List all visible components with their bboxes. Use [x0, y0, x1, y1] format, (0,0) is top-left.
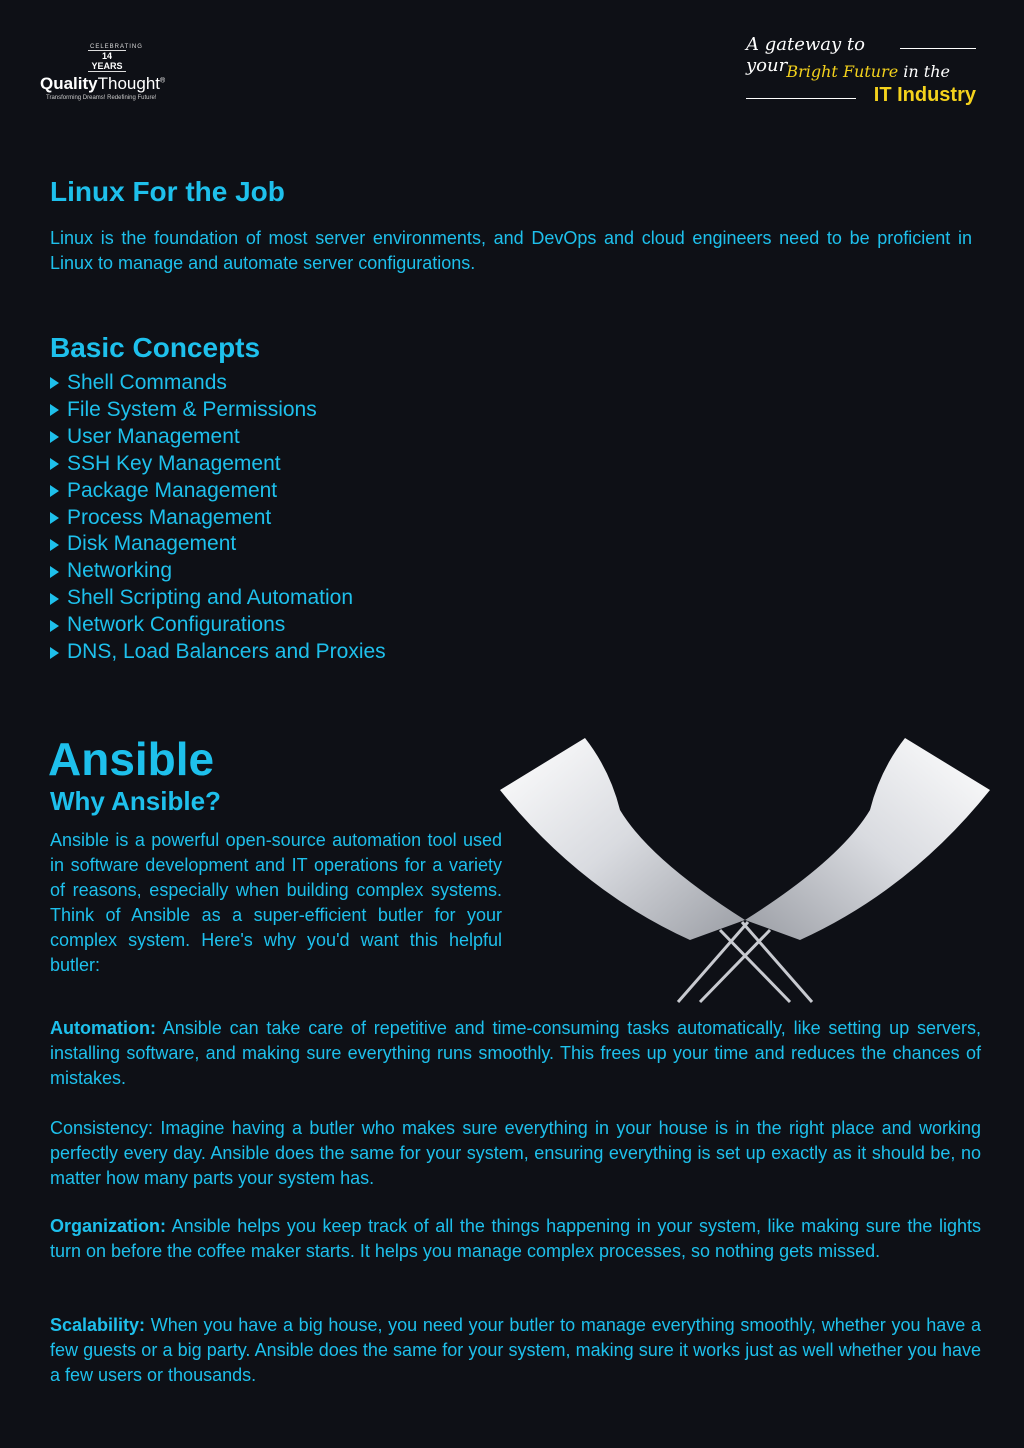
slogan-rule-bottom: [746, 98, 856, 99]
organization-paragraph: [50, 1214, 981, 1264]
list-item-label: Shell Commands: [67, 371, 227, 394]
slogan-line-1: A gateway to your: [746, 34, 865, 76]
bullet-triangle-icon: [50, 566, 59, 578]
bullet-triangle-icon: [50, 620, 59, 632]
list-item: [50, 585, 386, 612]
logo-registered-mark: ®: [160, 77, 166, 85]
list-item: [50, 451, 386, 478]
automation-paragraph: [50, 1016, 981, 1091]
automation-text: Ansible can take care of repetitive and time-consuming tasks automatically, like setting up servers, installing software, and making sure everything runs smoothly. This frees up your time and reduces the chances of mistakes.: [50, 1018, 981, 1088]
bullet-triangle-icon: [50, 512, 59, 524]
basic-concepts-list: [50, 370, 386, 666]
logo-brand: [40, 74, 190, 94]
linux-section-body: Linux is the foundation of most server environments, and DevOps and cloud engineers need to be proficient in Linux to manage and automate server configurations.: [50, 228, 972, 273]
right-cleaver-blade: [745, 738, 990, 940]
organization-text: Ansible helps you keep track of all the things happening in your system, like making sure the lights turn on before the coffee maker starts. It helps you manage complex processes, so nothing gets missed.: [50, 1216, 981, 1261]
bullet-triangle-icon: [50, 404, 59, 416]
list-item: [50, 558, 386, 585]
list-item: [50, 370, 386, 397]
list-item: [50, 639, 386, 666]
logo-years: 14 YEARS: [88, 50, 126, 72]
bullet-triangle-icon: [50, 593, 59, 605]
list-item-label: Disk Management: [67, 532, 237, 556]
automation-label: Automation:: [50, 1018, 156, 1038]
list-item: [50, 424, 386, 451]
logo-tagline: Transforming Dreams! Redefining Future!: [46, 95, 157, 101]
list-item: [50, 478, 386, 505]
list-item: [50, 612, 386, 639]
bullet-triangle-icon: [50, 539, 59, 551]
slogan-rule-top: [900, 48, 976, 49]
list-item-label: User Management: [67, 424, 240, 448]
list-item-label: File System & Permissions: [67, 397, 317, 421]
list-item-label: Package Management: [67, 478, 278, 502]
consistency-paragraph: [50, 1116, 981, 1191]
bullet-triangle-icon: [50, 458, 59, 470]
slogan-in-the: in the: [898, 62, 950, 81]
bullet-triangle-icon: [50, 485, 59, 497]
list-item-label: Networking: [67, 559, 173, 583]
logo-celebrating: CELEBRATING: [90, 44, 143, 50]
bullet-triangle-icon: [50, 377, 59, 389]
consistency-text: Consistency: Imagine having a butler who makes sure everything in your house is in the right place and working perfectly every day. Ansible does the same for your system, ensuring everything is set up exactly as it should be, no matter how many parts your system has.: [50, 1118, 981, 1188]
basic-concepts-title: Basic Concepts: [50, 332, 261, 363]
scalability-paragraph: [50, 1313, 981, 1388]
slogan-line-2: [786, 62, 950, 81]
why-ansible-title: Why Ansible?: [50, 786, 221, 816]
list-item: [50, 397, 386, 424]
bullet-triangle-icon: [50, 647, 59, 659]
slogan-line-3: IT Industry: [873, 84, 976, 106]
list-item-label: Shell Scripting and Automation: [67, 586, 354, 610]
slogan-bright-future: Bright Future: [786, 62, 899, 81]
list-item: [50, 505, 386, 532]
linux-section-title: Linux For the Job: [50, 176, 285, 207]
scalability-text: When you have a big house, you need your butler to manage everything smoothly, whether you have a few guests or a big party. Ansible does the same for your system, making sure it works just as well whether you have a few users or thousands.: [50, 1315, 981, 1385]
list-item: [50, 531, 386, 558]
bullet-triangle-icon: [50, 431, 59, 443]
quality-thought-logo: [40, 44, 190, 101]
crossed-cleavers-icon: [490, 730, 1000, 1010]
list-item-label: SSH Key Management: [67, 451, 281, 475]
logo-brand-rest: Thought: [97, 74, 161, 93]
list-item-label: DNS, Load Balancers and Proxies: [67, 640, 386, 664]
scalability-label: Scalability:: [50, 1315, 146, 1335]
list-item-label: Network Configurations: [67, 613, 286, 637]
organization-label: Organization:: [50, 1216, 166, 1236]
list-item-label: Process Management: [67, 505, 272, 529]
logo-brand-bold: Quality: [40, 74, 98, 93]
left-cleaver-blade: [500, 738, 745, 940]
ansible-title: Ansible: [48, 733, 215, 785]
header-slogan: [746, 34, 976, 114]
why-ansible-body: Ansible is a powerful open-source automation tool used in software development and IT operations for a variety of reasons, especially when building complex systems. Think of Ansible as a super-efficient butler for your complex system. Here's why you'd want this helpful butler:: [50, 830, 502, 975]
